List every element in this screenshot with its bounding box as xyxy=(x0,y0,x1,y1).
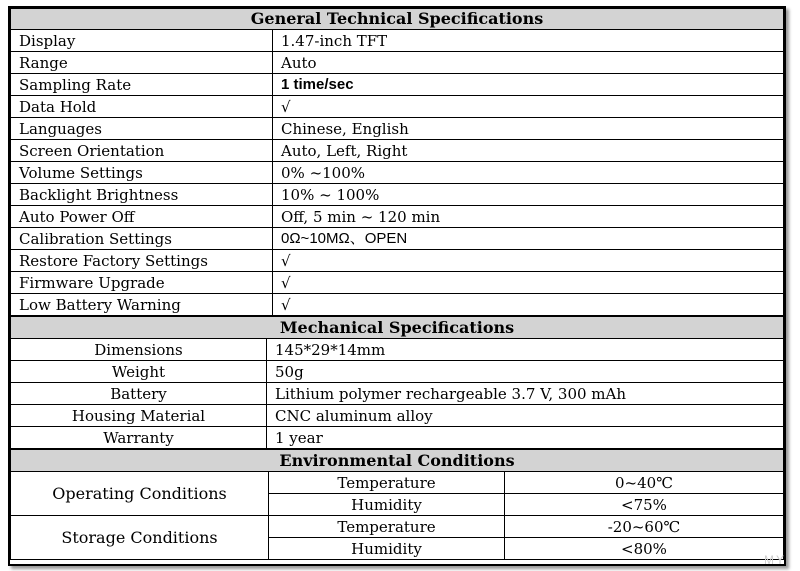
spec-label: Housing Material xyxy=(11,405,267,427)
table-row xyxy=(11,52,784,74)
condition-value: -20~60℃ xyxy=(505,516,784,538)
spec-value: 1 year xyxy=(267,427,784,449)
table-row xyxy=(11,184,784,206)
spec-label: Dimensions xyxy=(11,339,267,361)
spec-value: CNC aluminum alloy xyxy=(267,405,784,427)
table-row xyxy=(11,427,784,449)
environmental-conditions-title: Environmental Conditions xyxy=(11,450,784,472)
spec-label: Data Hold xyxy=(11,96,273,118)
spec-label: Weight xyxy=(11,361,267,383)
table-row xyxy=(11,228,784,250)
spec-value: Off, 5 min ~ 120 min xyxy=(273,206,784,228)
spec-label: Firmware Upgrade xyxy=(11,272,273,294)
mechanical-specs-title: Mechanical Specifications xyxy=(11,317,784,339)
spec-label: Display xyxy=(11,30,273,52)
table-row xyxy=(11,361,784,383)
spec-value: 50g xyxy=(267,361,784,383)
table-row xyxy=(11,272,784,294)
spec-value: 145*29*14mm xyxy=(267,339,784,361)
spec-value: 1 time/sec xyxy=(273,74,784,96)
condition-param: Temperature xyxy=(269,472,505,494)
table-row xyxy=(11,339,784,361)
spec-label: Range xyxy=(11,52,273,74)
storage-conditions-label: Storage Conditions xyxy=(11,516,269,560)
spec-value: Auto xyxy=(273,52,784,74)
spec-value: 0Ω~10MΩ、OPEN xyxy=(273,228,784,250)
spec-value: Auto, Left, Right xyxy=(273,140,784,162)
spec-sheet xyxy=(8,6,786,566)
table-row xyxy=(11,383,784,405)
spec-label: Warranty xyxy=(11,427,267,449)
table-row xyxy=(11,74,784,96)
condition-value: <80% xyxy=(505,538,784,560)
check-mark: √ xyxy=(273,294,784,316)
spec-value: Chinese, English xyxy=(273,118,784,140)
spec-label: Calibration Settings xyxy=(11,228,273,250)
table-row xyxy=(11,516,784,538)
spec-label: Languages xyxy=(11,118,273,140)
mechanical-specs-table xyxy=(10,316,784,449)
table-row xyxy=(11,472,784,494)
spec-label: Volume Settings xyxy=(11,162,273,184)
check-mark: √ xyxy=(273,272,784,294)
table-row xyxy=(11,405,784,427)
table-row xyxy=(11,250,784,272)
spec-value: 1.47-inch TFT xyxy=(273,30,784,52)
environmental-conditions-header xyxy=(11,450,784,472)
environmental-conditions-table xyxy=(10,449,784,560)
watermark: MY xyxy=(764,553,786,567)
spec-value: Lithium polymer rechargeable 3.7 V, 300 mAh xyxy=(267,383,784,405)
check-mark: √ xyxy=(273,96,784,118)
spec-label: Restore Factory Settings xyxy=(11,250,273,272)
table-row xyxy=(11,118,784,140)
table-row xyxy=(11,294,784,316)
spec-label: Sampling Rate xyxy=(11,74,273,96)
table-row xyxy=(11,140,784,162)
table-row xyxy=(11,96,784,118)
general-specs-table xyxy=(10,8,784,316)
condition-param: Temperature xyxy=(269,516,505,538)
condition-param: Humidity xyxy=(269,538,505,560)
spec-value: 0% ~100% xyxy=(273,162,784,184)
mechanical-specs-header xyxy=(11,317,784,339)
table-row xyxy=(11,162,784,184)
general-specs-header xyxy=(11,9,784,30)
table-row xyxy=(11,206,784,228)
condition-value: 0~40℃ xyxy=(505,472,784,494)
operating-conditions-label: Operating Conditions xyxy=(11,472,269,516)
condition-value: <75% xyxy=(505,494,784,516)
general-specs-title: General Technical Specifications xyxy=(11,9,784,30)
spec-label: Low Battery Warning xyxy=(11,294,273,316)
condition-param: Humidity xyxy=(269,494,505,516)
spec-label: Auto Power Off xyxy=(11,206,273,228)
spec-label: Battery xyxy=(11,383,267,405)
check-mark: √ xyxy=(273,250,784,272)
spec-label: Backlight Brightness xyxy=(11,184,273,206)
spec-value: 10% ~ 100% xyxy=(273,184,784,206)
table-row xyxy=(11,30,784,52)
spec-label: Screen Orientation xyxy=(11,140,273,162)
